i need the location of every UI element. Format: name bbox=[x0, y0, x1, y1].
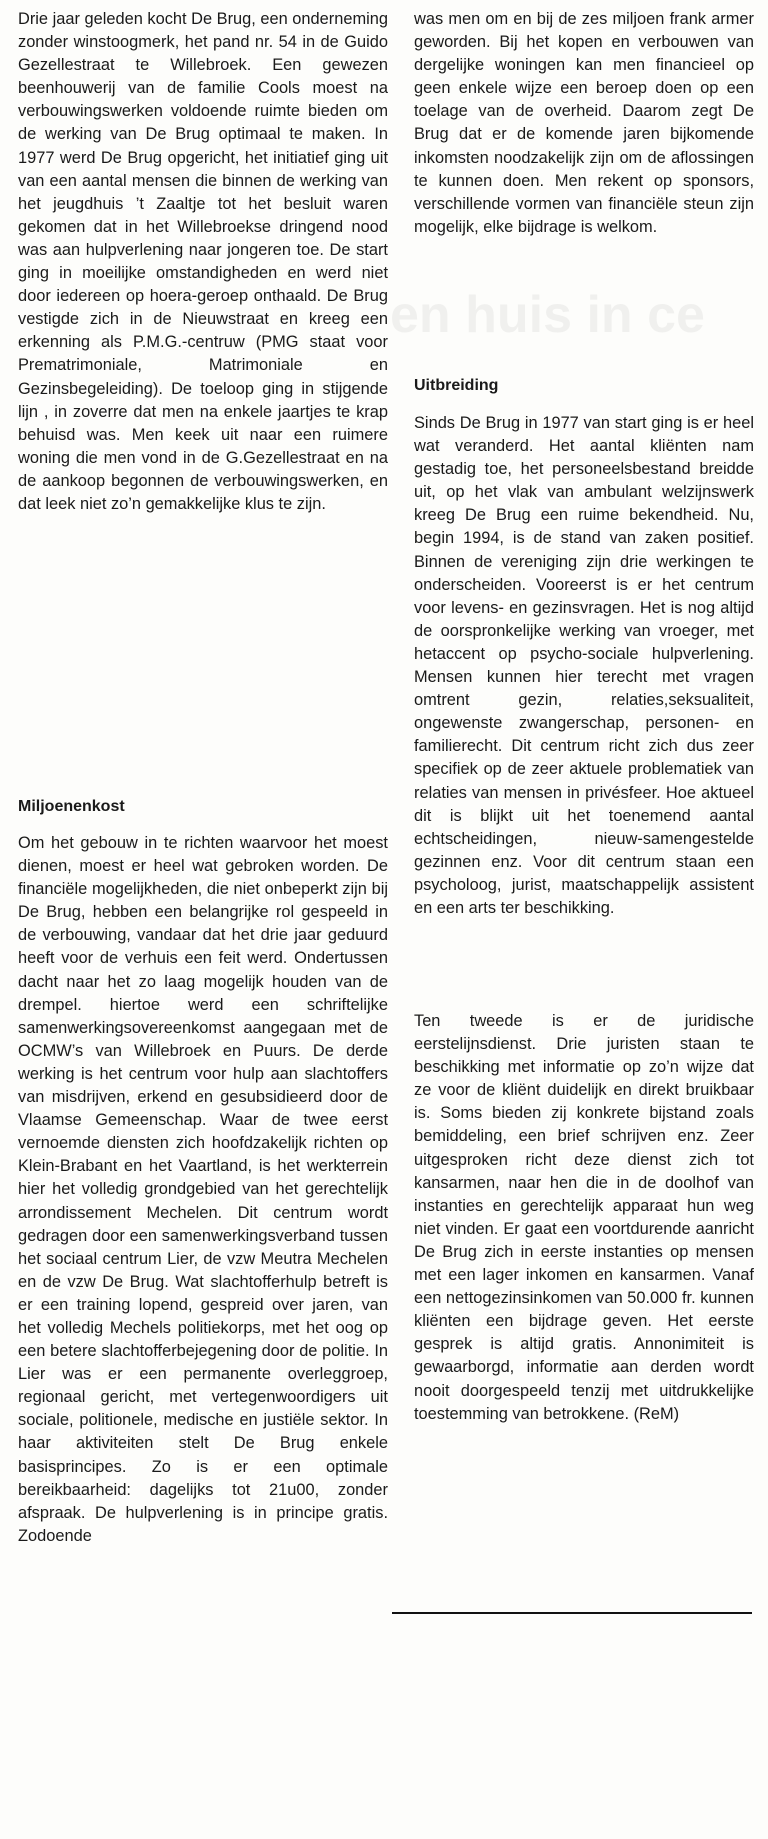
miljoenenkost-paragraph: Om het gebouw in te richten waarvoor het moest dienen, moest er heel wat gebroken worden. De financiële mogelijkheden, die niet onbeperkt zijn bij De Brug, hebben een belangrijke rol gespeeld in de verbouwing, vandaar dat het drie jaar geduurd heeft voor de verhuis een feit werd. Ondertussen dacht naar het zo laag mogelijk houden van de drempel. hiertoe werd een schriftelijke samenwerkingsovereenkomst aangegaan met de OCMW’s van Willebroek en Puurs. De derde werking is het centrum voor hulp aan slachtoffers van misdrijven, erkend en gesubsidieerd door de Vlaamse Gemeenschap. Waar de twee eerst vernoemde diensten zich hoofdzakelijk richten op Klein-Brabant en het Vaartland, is het werkterrein hier het volledig grondgebied van het gerechtelijk arrondissement Mechelen. Dit centrum wordt gedragen door een samenwerkingsverband tussen het sociaal centrum Lier, de vzw Meutra Mechelen en de vzw De Brug. Wat slachtofferhulp betreft is er een training lopend, gespreid over jaren, van het volledig Mechels politiekorps, met het oog op een betere slachtofferbejegening door de politie. In Lier was er een permanente overleggroep, regionaal gericht, met vertegenwoordigers uit sociale, politionele, medische en justiële sektor. In haar aktiviteiten stelt De Brug enkele basisprincipes. Zo is er een optimale bereikbaarheid: dagelijks tot 21u00, zonder afspraak. De hulpverlening is in principe gratis. Zodoende bbox=[18, 834, 388, 1545]
end-of-article-rule bbox=[392, 1612, 752, 1614]
section-heading-miljoenenkost: Miljoenenkost bbox=[18, 798, 125, 815]
bleed-through-heading: en huis in ce bbox=[390, 286, 705, 344]
uitbreiding-paragraph-2: Ten tweede is er de juridische eerstelijnsdienst. Drie juristen staan te beschikking met informatie op zo’n wijze dat ze voor de kliënt duidelijk en direkt bruikbaar is. Soms bieden zij konkrete bijstand zoals bemiddeling, een brief schrijven enz. Zeer uitgesproken richt deze dienst zich tot kansarmen, naar hen die in de doolhof van instanties en gerechtelijk apparaat hun weg niet vinden. Er gaat een voortdurende aanricht De Brug zich in eerste instanties op mensen met een lager inkomen en kansarmen. Vanaf een nettogezinsinkomen van 50.000 fr. kunnen kliënten een bijdrage geven. Het eerste gesprek is altijd gratis. Annonimiteit is gewaarborgd, informatie aan derden wordt nooit doorgespeeld tenzij met uitdrukkelijke toestemming van betrokkene. (ReM) bbox=[414, 1012, 754, 1423]
intro-paragraph: Drie jaar geleden kocht De Brug, een onderneming zonder winstoogmerk, het pand nr. 54 in de Guido Gezellestraat te Willebroek. Een gewezen beenhouwerij van de familie Cools moest na verbouwingswerken voldoende ruimte bieden om de werking van De Brug optimaal te maken. In 1977 werd De Brug opgericht, het initiatief ging uit van een aantal mensen die binnen de werking van het jeugdhuis ’t Zaaltje tot het besluit waren gekomen dat in het Willebroekse dringend nood was aan hulpverlening naar jongeren toe. De start ging in moeilijke omstandigheden en werd niet door iedereen op hoera-geroep onthaald. De Brug vestigde zich in de Nieuwstraat en kreeg een erkenning als P.M.G.-centruw (PMG staat voor Prematrimoniale, Matrimoniale en Gezinsbegeleiding). De toeloop ging in stijgende lijn , in zoverre dat men na enkele jaartjes te krap behuisd was. Men keek uit naar een ruimere woning die men vond in de G.Gezellestraat en na de aankoop begonnen de verbouwingswerken, en dat leek niet zo’n gemakkelijke klus te zijn. bbox=[18, 10, 388, 513]
continuation-paragraph: was men om en bij de zes miljoen frank armer geworden. Bij het kopen en verbouwen van dergelijke woningen kan men financieel op geen enkele wijze een beroep doen op een toelage van de overheid. Daarom zegt De Brug dat er de komende jaren bijkomende inkomsten noodzakelijk zijn om de aflossingen te kunnen doen. Men rekent op sponsors, verschillende vormen van financiële steun zijn mogelijk, elke bijdrage is welkom. bbox=[414, 10, 754, 236]
uitbreiding-paragraph: Sinds De Brug in 1977 van start ging is er heel wat veranderd. Het aantal kliënten nam gestadig toe, het personeelsbestand breidde uit, op het vlak van ambulant welzijnswerk kreeg De Brug een ruime bekendheid. Nu, begin 1994, is de stand van zaken positief. Binnen de vereniging zijn drie werkingen te onderscheiden. Vooreerst is er het centrum voor levens- en gezinsvragen. Het is nog altijd de oorspronkelijke werking van vroeger, met hetaccent op psycho-sociale hulpverlening. Mensen kunnen hier terecht met vragen omtrent gezin, relaties,seksualiteit, ongewenste zwangerschap, personen- en familierecht. Dit centrum richt zich dus zeer specifiek op de zeer aktuele problematiek van relaties van mensen in privésfeer. Hoe aktueel dit is blijkt uit het toenemend aantal echtscheidingen, nieuw-samengestelde gezinnen enz. Voor dit centrum staan een psycholoog, jurist, maatschappelijk assistent en een arts ter beschikking. bbox=[414, 414, 754, 917]
section-heading-uitbreiding: Uitbreiding bbox=[414, 377, 499, 394]
